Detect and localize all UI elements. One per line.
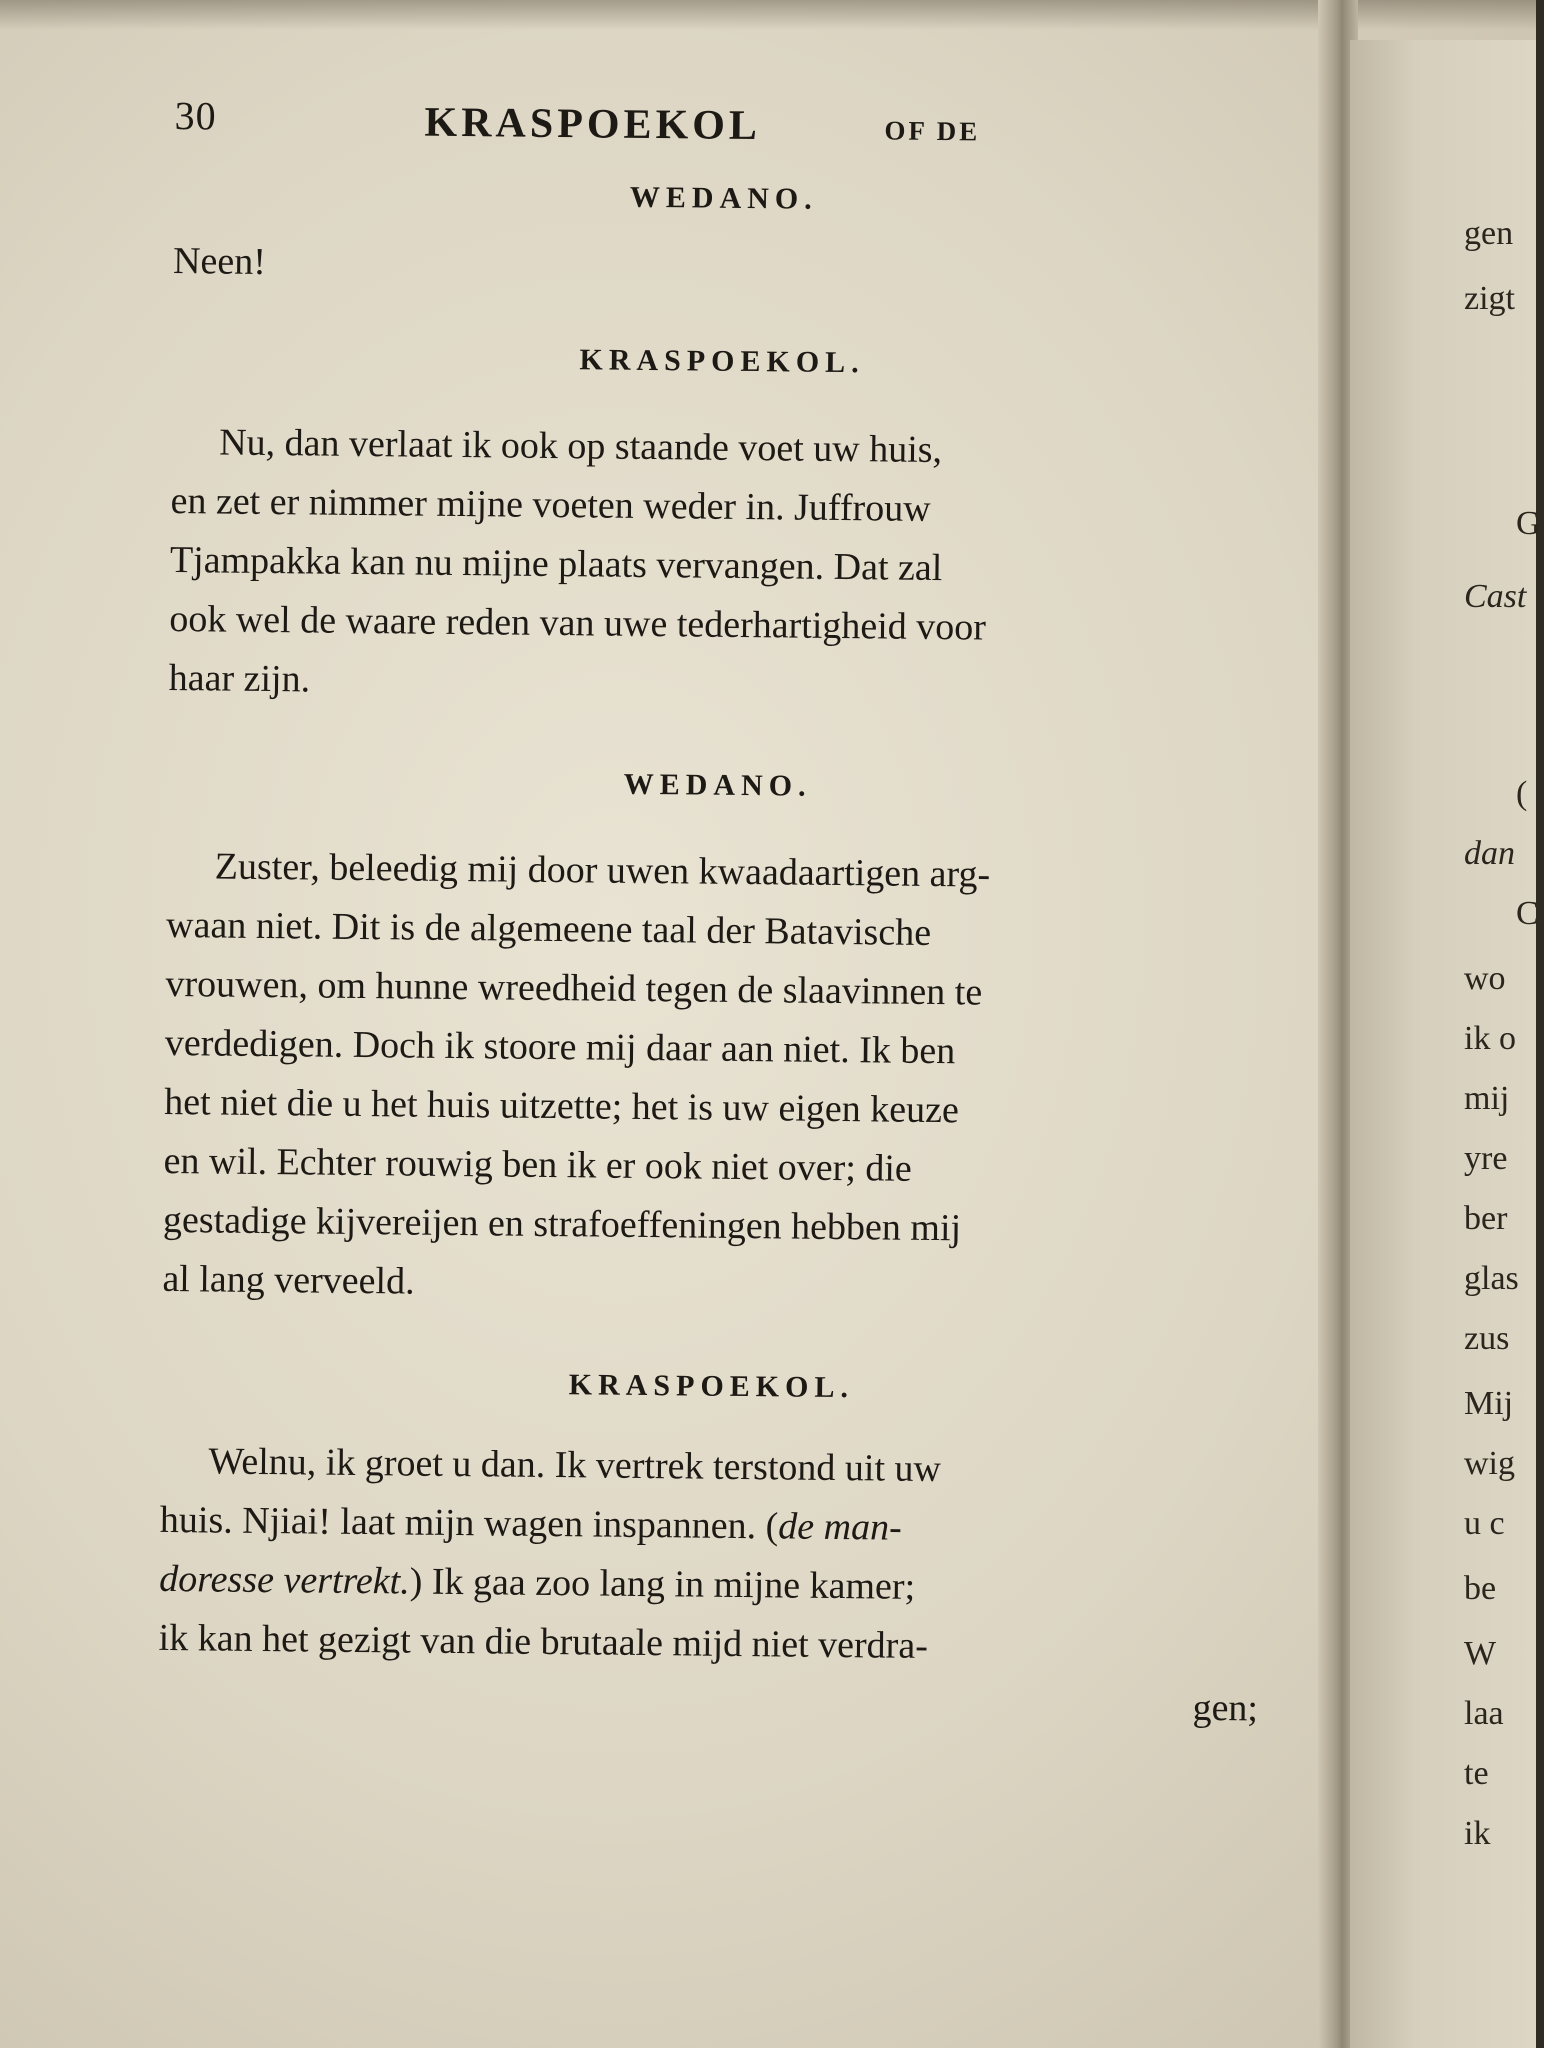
text-segment: Ik gaa zoo lang in mijne kamer; — [431, 1560, 916, 1608]
text-line: huis. Njiai! laat mijn wagen inspannen. (de man- — [159, 1498, 902, 1549]
text-line: Welnu, ik groet u dan. Ik vertrek terstond uit uw — [208, 1440, 942, 1491]
page-edge-shadow — [0, 0, 1536, 30]
left-page-text — [158, 80, 1275, 1738]
dialogue-paragraph — [168, 413, 1271, 720]
text-line: haar zijn. — [168, 656, 311, 701]
fragment-text: glas — [1464, 1260, 1519, 1297]
text-line: Tjampakka kan nu mijne plaats vervangen. Dat zal — [169, 538, 943, 590]
text-line: ik kan het gezigt van die brutaale mijd niet verdra- — [158, 1616, 929, 1667]
text-line: doresse vertrekt.) Ik gaa zoo lang in mijne kamer; — [159, 1557, 916, 1608]
text-line: gestadige kijvereijen en strafoeffeningen hebben mij — [162, 1198, 962, 1250]
speaker-heading: WEDANO. — [623, 767, 812, 803]
text-line: verdedigen. Doch ik stoore mij daar aan niet. Ik ben — [164, 1021, 956, 1073]
text-segment: huis. Njiai! laat mijn wagen inspannen. — [159, 1498, 757, 1548]
dialogue-paragraph — [162, 837, 1267, 1320]
page-number: 30 — [174, 92, 217, 139]
running-header — [174, 80, 1275, 162]
fragment-text: u c — [1464, 1505, 1505, 1542]
text-line: ook wel de waare reden van uwe tederhartigheid voor — [169, 597, 987, 649]
text-line: Nu, dan verlaat ik ook op staande voet uw huis, — [218, 421, 943, 472]
fragment-text: wig — [1464, 1445, 1515, 1482]
stage-direction: de man- — [778, 1505, 902, 1549]
fragment-text: G — [1516, 505, 1541, 542]
text-line: en wil. Echter rouwig ben ik er ook niet over; die — [163, 1139, 913, 1190]
fragment-text: ik — [1464, 1815, 1491, 1852]
fragment-text: wo — [1464, 960, 1506, 997]
speaker-heading: WEDANO. — [629, 180, 818, 216]
fragment-text: C — [1516, 895, 1539, 932]
speaker-heading: KRASPOEKOL. — [579, 343, 865, 380]
text-line: en zet er nimmer mijne voeten weder in. Juffrouw — [170, 479, 931, 530]
fragment-text: be — [1464, 1570, 1497, 1607]
fragment-text: dan — [1464, 835, 1515, 872]
dialogue-paragraph — [173, 232, 1274, 303]
text-line: Neen! — [172, 239, 267, 283]
speaker-heading: KRASPOEKOL. — [568, 1368, 855, 1405]
catchword: gen; — [1192, 1686, 1259, 1730]
dialogue-paragraph — [158, 1432, 1261, 1739]
text-line: vrouwen, om hunne wreedheid tegen de slaavinnen te — [165, 962, 983, 1014]
fragment-text: ik o — [1464, 1020, 1516, 1057]
fragment-text: Mij — [1464, 1385, 1514, 1422]
fragment-text: ( — [1516, 775, 1528, 812]
fragment-text: zigt — [1464, 280, 1515, 317]
fragment-text: Cast — [1464, 578, 1527, 615]
text-line: het niet die u het huis uitzette; het is uw eigen keuze — [164, 1080, 960, 1132]
text-line: waan niet. Dit is de algemeene taal der Batavische — [165, 903, 932, 954]
stage-direction: doresse vertrekt. — [159, 1557, 410, 1603]
fragment-text: yre — [1464, 1140, 1508, 1177]
fragment-text: te — [1464, 1755, 1489, 1792]
fragment-text: gen — [1464, 215, 1514, 252]
fragment-text: W — [1464, 1635, 1497, 1672]
running-title-suffix: OF DE — [884, 115, 981, 147]
fragment-text: zus — [1464, 1320, 1510, 1357]
fragment-text: mij — [1464, 1080, 1510, 1117]
text-line: Zuster, beleedig mij door uwen kwaadaartigen arg- — [214, 845, 991, 896]
running-title: KRASPOEKOL — [424, 99, 762, 150]
fragment-text: laa — [1464, 1695, 1504, 1732]
fragment-text: ber — [1464, 1200, 1508, 1237]
text-line: al lang verveeld. — [162, 1257, 415, 1303]
